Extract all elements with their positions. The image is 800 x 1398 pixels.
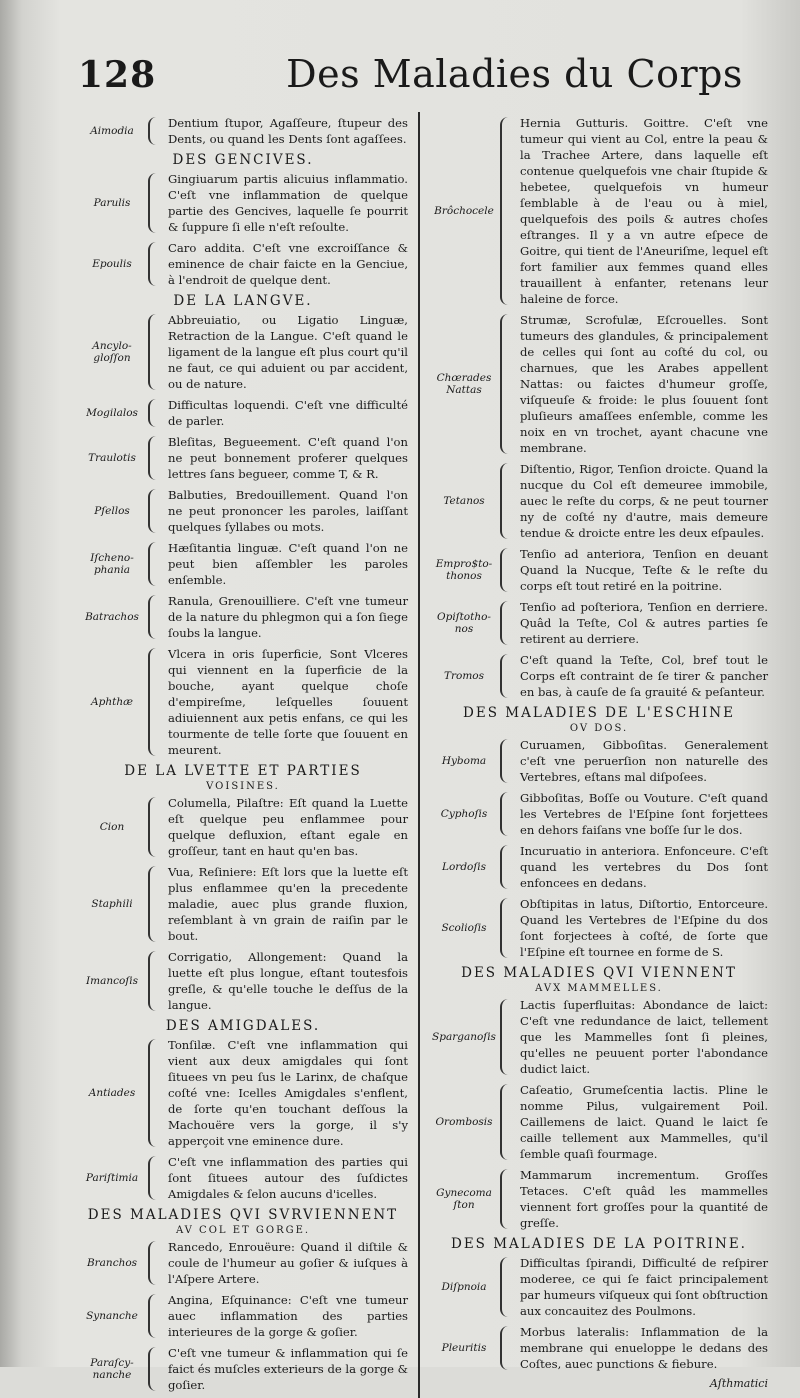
- section-heading: DE LA LANGVE.: [173, 293, 313, 309]
- text-columns: [78, 112, 772, 1398]
- entry-definition: Curuamen, Gibboſitas. Generalement c'eſt vne peruerſion non naturelle des Vertebres, eſtans mal diſpoſees.: [520, 738, 768, 784]
- entry-term: Scolioſis: [441, 922, 487, 934]
- brace-mark: [148, 1241, 164, 1285]
- entry-term: Antiades: [88, 1087, 136, 1099]
- glossary-entry: [78, 795, 408, 859]
- entry-definition: Caro addita. C'eſt vne excroiſſance & eminence de chair faicte en la Genciue, à l'endroit de quelque dent.: [168, 241, 408, 287]
- entry-definition: Rancedo, Enrouëure: Quand il diſtile & coule de l'humeur au goſier & iuſques à l'Aſpere Artere.: [168, 1240, 408, 1286]
- entry-term: Opiſtotho-nos: [437, 611, 491, 635]
- entry-definition: C'eſt vne tumeur & inflammation qui ſe faict és muſcles exterieurs de la gorge & goſier.: [168, 1346, 408, 1392]
- section-heading: DE LA LVETTE ET PARTIES: [124, 763, 362, 779]
- entry-definition: Diſtentio, Rigor, Tenſion droicte. Quand la nucque du Col eſt demeuree immobile, auec le reſte du corps, & ne peut tourner ny de coſté ny d'autre, mais demeure tendue & droicte entre les deux eſpaules.: [520, 462, 768, 540]
- brace-mark: [148, 1039, 164, 1147]
- glossary-entry: [430, 1255, 768, 1319]
- brace-mark: [500, 1326, 516, 1370]
- section-heading: DES AMIGDALES.: [165, 1018, 321, 1034]
- catchword: Aſthmatici: [709, 1377, 768, 1390]
- entry-definition: Difficultas ſpirandi, Difficulté de reſpirer moderee, ce qui ſe faict principalement par humeurs viſqueux qui ſont obſtruction aux concauitez des Poulmons.: [520, 1256, 769, 1318]
- entry-definition: Obſtipitas in latus, Diſtortio, Entorceure. Quand les Vertebres de l'Eſpine du dos ſont forjectees à coſté, de ſorte que l'Eſpine eſt tournee en forme de S.: [520, 897, 768, 959]
- entry-term: Sparganoſis: [432, 1031, 496, 1043]
- section-subheading: VOISINES.: [206, 781, 280, 792]
- brace-mark: [500, 999, 516, 1075]
- entry-definition: Hernia Gutturis. Goittre. C'eſt vne tumeur qui vient au Col, entre la peau & la Trachee Artere, dans laquelle eſt contenue quelquefois vne chair ſtupide & hebetee, quelquefois vn humeur ſemblable à de l'eau ou à miel, quelquefois des poils & autres choſes eſtranges. Il y a vn autre eſpece de Goitre, qui tient de l'Aneuriſme, lequel eſt fort familier aux femmes quand elles trauaillent à enfanter, retenans leur haleine de force.: [520, 116, 768, 306]
- brace-mark: [500, 1169, 516, 1229]
- entry-definition: Gingiuarum partis alicuius inflammatio. C'eſt vne inflammation de quelque partie des Gencives, laquelle ſe pourrit & ſuppure ſi elle n'eſt reſoulte.: [168, 172, 408, 234]
- entry-definition: Abbreuiatio, ou Ligatio Linguæ, Retraction de la Langue. C'eſt quand le ligament de la langue eſt plus court qu'il ne faut, ce qui aduient ou par accident, ou de nature.: [168, 313, 408, 391]
- entry-term: Orombosis: [435, 1116, 493, 1128]
- brace-mark: [500, 739, 516, 783]
- entry-term: Lordoſis: [442, 861, 486, 873]
- brace-mark: [500, 1257, 516, 1317]
- entry-definition: Gibboſitas, Boſſe ou Vouture. C'eſt quand les Vertebres de l'Eſpine ſont forjettees en dehors faiſans vne boſſe ſur le dos.: [520, 791, 768, 837]
- brace-mark: [500, 314, 516, 454]
- entry-term: Ancylo-gloſſon: [92, 340, 132, 364]
- entry-term: Iſcheno-phania: [90, 552, 134, 576]
- section-heading: DES MALADIES DE L'ESCHINE: [463, 705, 735, 721]
- entry-term: Aphthæ: [91, 696, 133, 708]
- section-subheading: OV DOS.: [569, 723, 629, 734]
- brace-mark: [148, 436, 164, 480]
- entry-term: Gynecoma ſton: [436, 1187, 492, 1211]
- glossary-entry: [78, 115, 408, 147]
- glossary-entry: [430, 1082, 768, 1162]
- glossary-entry: [78, 1037, 408, 1149]
- glossary-entry: [430, 843, 768, 891]
- glossary-entry: [430, 1324, 768, 1372]
- glossary-entry: [430, 312, 768, 456]
- brace-mark: [500, 601, 516, 645]
- entry-term: Epoulis: [92, 258, 132, 270]
- brace-mark: [500, 1084, 516, 1160]
- brace-mark: [148, 173, 164, 233]
- entry-term: Paraſcy-nanche: [90, 1357, 134, 1381]
- entry-term: Branchos: [86, 1257, 138, 1269]
- glossary-entry: [78, 1292, 408, 1340]
- entry-term: Parulis: [93, 197, 131, 209]
- brace-mark: [148, 399, 164, 427]
- glossary-entry: [78, 646, 408, 758]
- entry-term: Aimodia: [90, 125, 134, 137]
- glossary-entry: [430, 790, 768, 838]
- section-subheading: AVX MAMMELLES.: [535, 983, 663, 994]
- entry-definition: Tenſio ad anteriora, Tenſion en deuant Quand la Nucque, Teſte & le reſte du corps eſt tout retiré en la poitrine.: [520, 547, 768, 593]
- brace-mark: [148, 797, 164, 857]
- entry-term: Batrachos: [85, 611, 139, 623]
- entry-term: Hyboma: [441, 755, 487, 767]
- brace-mark: [148, 117, 164, 145]
- entry-definition: Lactis ſuperfluitas: Abondance de laict: C'eſt vne redundance de laict, tellement que les Mammelles ſont ſi pleines, qu'elles ne peuuent porter l'abondance dudict laict.: [520, 998, 768, 1076]
- brace-mark: [148, 542, 164, 586]
- brace-mark: [500, 463, 516, 539]
- entry-definition: Tenſio ad poſteriora, Tenſion en derriere. Quâd la Teſte, Col & autres parties ſe retirent au derriere.: [520, 600, 768, 646]
- brace-mark: [500, 792, 516, 836]
- page-number: 128: [78, 54, 157, 96]
- glossary-entry: [78, 864, 408, 944]
- brace-mark: [500, 898, 516, 958]
- glossary-entry: [430, 461, 768, 541]
- entry-term: Cion: [99, 821, 125, 833]
- glossary-entry: [78, 540, 408, 588]
- brace-mark: [148, 1294, 164, 1338]
- entry-term: Tromos: [443, 670, 484, 682]
- entry-term: Synanche: [86, 1310, 138, 1322]
- brace-mark: [148, 489, 164, 533]
- entry-term: Traulotis: [88, 452, 136, 464]
- entry-term: Staphili: [91, 898, 133, 910]
- glossary-entry: [78, 593, 408, 641]
- entry-definition: Ranula, Grenouilliere. C'eſt vne tumeur de la nature du phlegmon qui a ſon ſiege ſoubs la langue.: [168, 594, 408, 640]
- section-subheading: AV COL ET GORGE.: [175, 1225, 311, 1236]
- entry-term: Diſpnoia: [441, 1281, 487, 1293]
- glossary-entry: [78, 312, 408, 392]
- entry-term: Tetanos: [443, 495, 485, 507]
- glossary-entry: [430, 997, 768, 1077]
- brace-mark: [148, 1156, 164, 1200]
- entry-definition: Corrigatio, Allongement: Quand la luette eſt plus longue, eſtant toutesfois greſle, & qu'elle touche le deſſus de la langue.: [168, 950, 408, 1012]
- brace-mark: [148, 866, 164, 942]
- entry-definition: Bleſitas, Begueement. C'eſt quand l'on ne peut bonnement proferer quelques lettres ſans begueer, comme T, & R.: [168, 435, 408, 481]
- glossary-entry: [430, 115, 768, 307]
- glossary-entry: [430, 546, 768, 594]
- brace-mark: [148, 648, 164, 756]
- entry-term: Pſellos: [94, 505, 130, 517]
- entry-definition: Caſeatio, Grumeſcentia lactis. Pline le nomme Pilus, vulgairement Poil. Caillemens de laict. Quand le laict ſe caille tellement aux Mammelles, qu'il ſemble quaſi fourmage.: [520, 1083, 768, 1161]
- glossary-entry: [78, 171, 408, 235]
- entry-definition: Mammarum incrementum. Groſſes Tetaces. C'eſt quâd les mammelles viennent fort groſſes pour la quantité de greſſe.: [520, 1168, 768, 1230]
- entry-definition: Balbuties, Bredouillement. Quand l'on ne peut prononcer les paroles, laiſſant quelques ſyllabes ou mots.: [168, 488, 408, 534]
- entry-definition: Difficultas loquendi. C'eſt vne difficulté de parler.: [168, 398, 408, 428]
- brace-mark: [148, 951, 164, 1011]
- brace-mark: [148, 314, 164, 390]
- brace-mark: [500, 117, 516, 305]
- entry-term: Empro$to-thonos: [435, 558, 493, 582]
- entry-definition: Morbus lateralis: Inflammation de la membrane qui enueloppe le dedans des Coſtes, auec punctions & fiebure.: [520, 1325, 768, 1371]
- entry-term: Pariſtimia: [85, 1172, 139, 1184]
- glossary-entry: [78, 1239, 408, 1287]
- glossary-entry: [430, 896, 768, 960]
- left-column: [78, 112, 418, 1398]
- brace-mark: [148, 242, 164, 286]
- glossary-entry: [78, 949, 408, 1013]
- glossary-entry: [430, 1167, 768, 1231]
- brace-mark: [500, 654, 516, 698]
- entry-definition: Angina, Eſquinance: C'eſt vne tumeur auec inflammation des parties interieures de la gorge & goſier.: [168, 1293, 408, 1339]
- brace-mark: [500, 548, 516, 592]
- entry-definition: Dentium ſtupor, Agaſſeure, ſtupeur des Dents, ou quand les Dents ſont agaſſees.: [168, 116, 408, 146]
- brace-mark: [148, 1347, 164, 1391]
- brace-mark: [500, 845, 516, 889]
- entry-definition: Incuruatio in anteriora. Enfonceure. C'eſt quand les vertebres du Dos ſont enfoncees en dedans.: [520, 844, 768, 890]
- section-heading: DES GENCIVES.: [172, 152, 314, 168]
- entry-definition: C'eſt vne inflammation des parties qui ſont ſituees autour des ſuſdictes Amigdales & ſelon aucuns d'icelles.: [168, 1155, 408, 1201]
- right-column: [418, 112, 768, 1398]
- entry-definition: Strumæ, Scrofulæ, Eſcrouelles. Sont tumeurs des glandules, & principalement de celles qui ſont au coſté du col, ou charnues, que les Arabes appellent Nattas: ou faictes d'humeur groſſe, viſqueuſe & froide: le plus ſouuent ſont pluſieurs amaſſees enſemble, comme les noix en vn trochet, ayant chacune vne membrane.: [520, 313, 768, 455]
- glossary-entry: [78, 397, 408, 429]
- entry-definition: Vlcera in oris ſuperficie, Sont Vlceres qui viennent en la ſuperficie de la bouche, ayant quelque choſe d'empireſme, leſquelles ſouuent adiuiennent aux petis enfans, ce qui les tourmente de telle ſorte que ſouuent en meurent.: [168, 647, 408, 757]
- glossary-entry: [430, 652, 768, 700]
- section-heading: DES MALADIES DE LA POITRINE.: [451, 1236, 747, 1252]
- brace-mark: [148, 595, 164, 639]
- section-heading: DES MALADIES QVI VIENNENT: [461, 965, 737, 981]
- entry-term: Pleuritis: [441, 1342, 487, 1354]
- entry-term: Chœrades Nattas: [436, 372, 492, 396]
- page-header: [78, 52, 772, 112]
- section-heading: DES MALADIES QVI SVRVIENNENT: [87, 1207, 399, 1223]
- glossary-entry: [430, 599, 768, 647]
- running-title: Des Maladies du Corps: [286, 52, 743, 96]
- entry-term: Imancoſis: [86, 975, 138, 987]
- glossary-entry: [78, 1154, 408, 1202]
- entry-definition: Tonſilæ. C'eſt vne inflammation qui vient aux deux amigdales qui ſont ſituees vn peu ſus le Larinx, de chaſque coſté vne: Icelles Amigdales s'enflent, de ſorte qu'en touchant deſſous la Machouëre vers la gorge, il s'y apperçoit vne eminence dure.: [168, 1038, 408, 1148]
- entry-definition: Vua, Reſiniere: Eſt lors que la luette eſt plus enflammee qu'en la precedente maladie, auec plus grande fluxion, reſemblant à vn grain de raiſin par le bout.: [168, 865, 408, 943]
- entry-definition: Columella, Pilaſtre: Eſt quand la Luette eſt quelque peu enflammee pour quelque defluxion, eſtant egale en groſſeur, tant en haut qu'en bas.: [168, 796, 408, 858]
- entry-definition: Hæſitantia linguæ. C'eſt quand l'on ne peut bien aſſembler les paroles enſemble.: [168, 541, 408, 587]
- entry-term: Brôchocele: [434, 205, 494, 217]
- entry-definition: C'eſt quand la Teſte, Col, bref tout le Corps eſt contraint de ſe tirer & pancher en bas, à cauſe de ſa grauité & peſanteur.: [520, 653, 768, 699]
- glossary-entry: [78, 434, 408, 482]
- glossary-entry: [78, 1345, 408, 1393]
- glossary-entry: [78, 240, 408, 288]
- entry-term: Cyphoſis: [440, 808, 488, 820]
- glossary-entry: [78, 487, 408, 535]
- glossary-entry: [430, 737, 768, 785]
- entry-term: Mogilalos: [86, 407, 138, 419]
